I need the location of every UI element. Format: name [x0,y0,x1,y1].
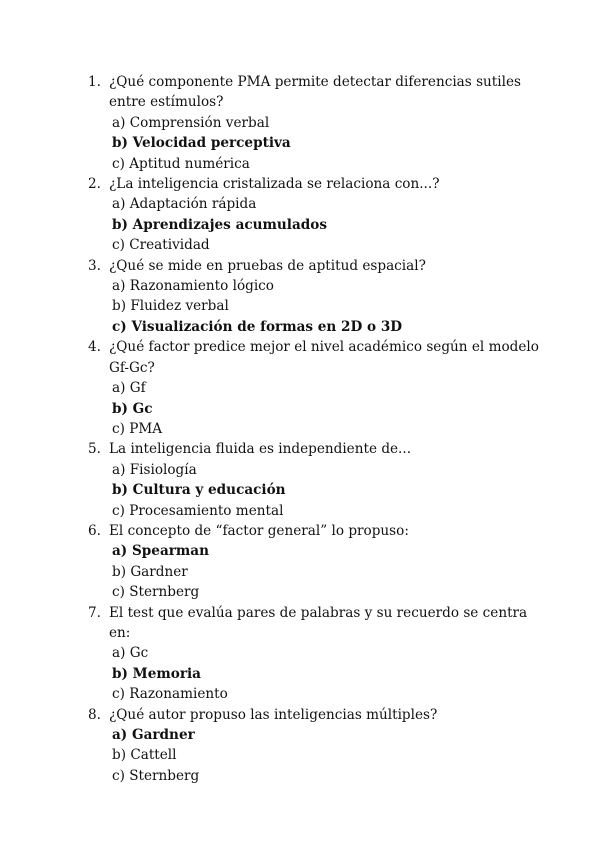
option: a) Comprensión verbal [112,114,270,131]
option-list [88,194,548,255]
question-text: ¿Qué se mide en pruebas de aptitud espacial? [109,257,426,274]
question-text: El test que evalúa pares de palabras y su recuerdo se centra en: [109,604,528,641]
question-text: ¿Qué factor predice mejor el nivel académico según el modelo Gf-Gc? [109,339,539,376]
correct-option: b) Aprendizajes acumulados [112,216,327,233]
correct-option: a) Spearman [112,543,209,560]
question-number: 1. [88,74,101,90]
option: c) PMA [112,420,163,437]
question-line [88,603,548,644]
question-item [88,256,548,338]
correct-option: b) Velocidad perceptiva [112,135,291,152]
correct-option: b) Gc [112,400,153,417]
correct-option: a) Gardner [112,727,195,743]
question-number: 4. [88,339,101,356]
option: a) Razonamiento lógico [112,278,274,295]
option: a) Fisiología [112,461,197,478]
option-list [88,276,548,337]
option-list [88,378,548,439]
question-number: 6. [88,522,101,539]
question-item [88,705,548,787]
question-line [88,174,548,194]
question-number: 7. [88,604,101,621]
question-text: El concepto de “factor general” lo propuso: [109,522,409,539]
question-item [88,174,548,256]
question-number: 3. [88,257,101,274]
question-line [88,521,548,541]
correct-option: b) Cultura y educación [112,482,286,499]
question-line [88,72,548,113]
option-list [88,460,548,521]
option: c) Creatividad [112,237,210,254]
option-list [88,643,548,704]
option: c) Sternberg [112,767,200,784]
question-text: ¿Qué componente PMA permite detectar diferencias sutiles entre estímulos? [109,74,521,111]
question-text: ¿La inteligencia cristalizada se relaciona con...? [109,176,440,193]
correct-option: c) Visualización de formas en 2D o 3D [112,318,403,335]
question-item [88,521,548,603]
option: c) Razonamiento [112,686,228,703]
question-item [88,603,548,705]
option: c) Aptitud numérica [112,155,250,172]
question-line [88,705,548,725]
question-item [88,439,548,521]
question-text: La inteligencia fluida es independiente de... [109,441,412,458]
question-line [88,337,548,378]
question-item [88,337,548,439]
option: c) Sternberg [112,584,200,601]
option-list [88,113,548,174]
question-list [88,72,548,786]
option: a) Adaptación rápida [112,196,257,213]
question-number: 2. [88,176,101,193]
option-list [88,541,548,602]
option: b) Fluidez verbal [112,298,229,315]
question-text: ¿Qué autor propuso las inteligencias múltiples? [109,706,438,723]
correct-option: b) Memoria [112,665,201,682]
option-list [88,725,548,786]
option: b) Gardner [112,563,188,580]
question-number: 5. [88,441,101,458]
option: a) Gc [112,645,149,662]
question-number: 8. [88,706,101,723]
question-line [88,256,548,276]
option: c) Procesamiento mental [112,502,284,519]
question-line [88,439,548,459]
option: a) Gf [112,380,146,397]
option: b) Cattell [112,747,177,764]
question-item [88,72,548,174]
